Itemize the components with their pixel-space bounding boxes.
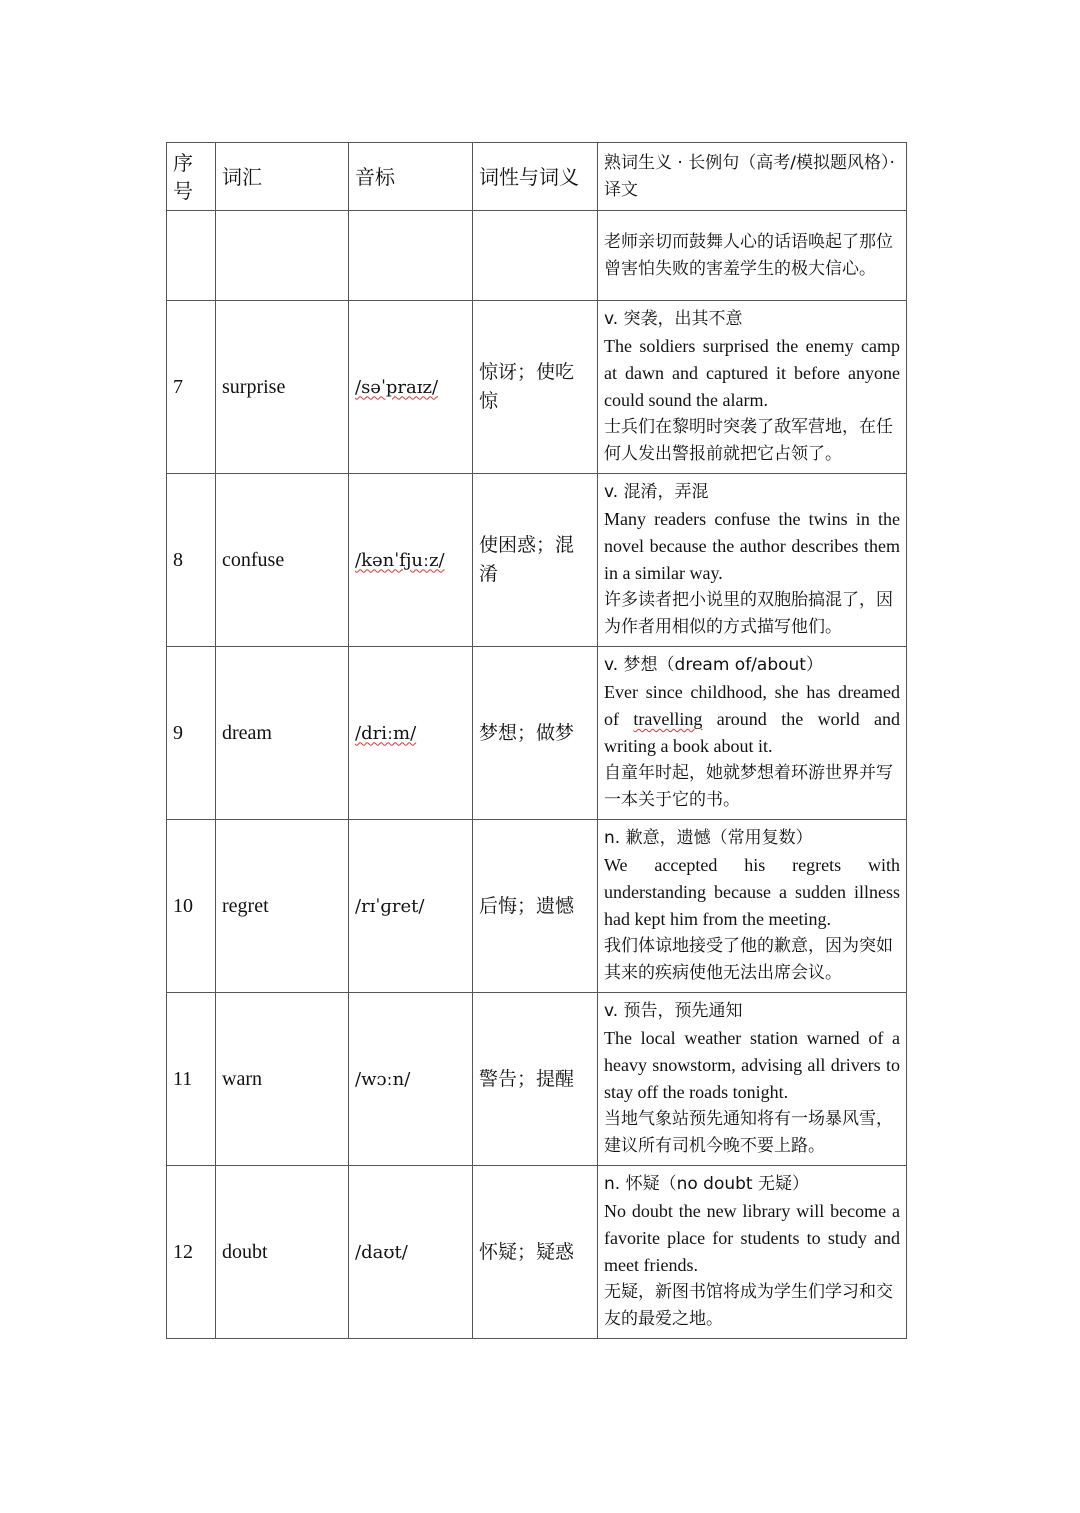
vocab-word: dream bbox=[216, 647, 349, 820]
header-no: 序号 bbox=[167, 143, 216, 211]
part-of-speech-meaning: 梦想；做梦 bbox=[473, 647, 598, 820]
example-sentence: The soldiers surprised the enemy camp at dawn and captured it before anyone could sound the alarm. bbox=[604, 336, 900, 410]
phonetic-text: /kənˈfjuːz/ bbox=[355, 549, 445, 571]
example-translation: 当地气象站预先通知将有一场暴风雪，建议所有司机今晚不要上路。 bbox=[604, 1109, 893, 1156]
part-of-speech-meaning: 惊讶；使吃惊 bbox=[473, 301, 598, 474]
example-sentence: Many readers confuse the twins in the novel because the author describes them in a similar way. bbox=[604, 509, 900, 583]
example-sentence bbox=[604, 679, 900, 760]
phonetic bbox=[349, 301, 473, 474]
vocab-word: confuse bbox=[216, 474, 349, 647]
vocab-word: surprise bbox=[216, 301, 349, 474]
example-cell bbox=[598, 820, 907, 993]
example-cell bbox=[598, 993, 907, 1166]
table-row-continuation bbox=[167, 211, 907, 301]
vocab-word: regret bbox=[216, 820, 349, 993]
new-sense: v. 突袭，出其不意 bbox=[604, 309, 743, 329]
row-number: 11 bbox=[167, 993, 216, 1166]
new-sense: v. 混淆，弄混 bbox=[604, 482, 709, 502]
vocabulary-table bbox=[166, 142, 907, 1339]
example-translation: 许多读者把小说里的双胞胎搞混了，因为作者用相似的方式描写他们。 bbox=[604, 590, 893, 637]
phonetic bbox=[349, 474, 473, 647]
phonetic bbox=[349, 993, 473, 1166]
table-row bbox=[167, 301, 907, 474]
empty-cell bbox=[473, 211, 598, 301]
part-of-speech-meaning: 后悔；遗憾 bbox=[473, 820, 598, 993]
example-translation: 我们体谅地接受了他的歉意，因为突如其来的疾病使他无法出席会议。 bbox=[604, 936, 893, 983]
new-sense: v. 梦想（dream of/about） bbox=[604, 655, 823, 675]
table-row bbox=[167, 1166, 907, 1339]
table-row bbox=[167, 647, 907, 820]
phonetic-text: /wɔːn/ bbox=[355, 1068, 411, 1090]
phonetic-text: /driːm/ bbox=[355, 722, 417, 744]
example-sentence: No doubt the new library will become a favorite place for students to study and meet friends. bbox=[604, 1201, 900, 1275]
example-translation: 士兵们在黎明时突袭了敌军营地，在任何人发出警报前就把它占领了。 bbox=[604, 417, 893, 464]
part-of-speech-meaning: 警告；提醒 bbox=[473, 993, 598, 1166]
phonetic bbox=[349, 820, 473, 993]
example-sentence: We accepted his regrets with understanding because a sudden illness had kept him from the meeting. bbox=[604, 855, 900, 929]
vocab-word: warn bbox=[216, 993, 349, 1166]
example-translation: 自童年时起，她就梦想着环游世界并写一本关于它的书。 bbox=[604, 763, 893, 810]
header-pos: 词性与词义 bbox=[473, 143, 598, 211]
table-row bbox=[167, 993, 907, 1166]
new-sense: n. 怀疑（no doubt 无疑） bbox=[604, 1174, 809, 1194]
empty-cell bbox=[167, 211, 216, 301]
row-number: 10 bbox=[167, 820, 216, 993]
example-translation: 老师亲切而鼓舞人心的话语唤起了那位曾害怕失败的害羞学生的极大信心。 bbox=[604, 231, 893, 279]
header-example: 熟词生义 · 长例句（高考/模拟题风格）· 译文 bbox=[598, 143, 907, 211]
phonetic-text: /səˈpraɪz/ bbox=[355, 376, 439, 398]
example-text-start: Ever since childhood, she has dreamed of bbox=[604, 682, 900, 729]
empty-cell bbox=[349, 211, 473, 301]
phonetic-text: /daʊt/ bbox=[355, 1241, 408, 1263]
table-row bbox=[167, 474, 907, 647]
row-number: 9 bbox=[167, 647, 216, 820]
example-cell bbox=[598, 647, 907, 820]
empty-cell bbox=[216, 211, 349, 301]
row-number: 7 bbox=[167, 301, 216, 474]
part-of-speech-meaning: 使困惑；混淆 bbox=[473, 474, 598, 647]
header-word: 词汇 bbox=[216, 143, 349, 211]
example-sentence: The local weather station warned of a heavy snowstorm, advising all drivers to stay off the roads tonight. bbox=[604, 1028, 900, 1102]
example-text-end: around the world and writing a book about it. bbox=[604, 709, 900, 756]
phonetic-text: /rɪˈɡret/ bbox=[355, 895, 425, 917]
row-number: 12 bbox=[167, 1166, 216, 1339]
phonetic bbox=[349, 1166, 473, 1339]
new-sense: v. 预告，预先通知 bbox=[604, 1001, 743, 1021]
new-sense: n. 歉意，遗憾（常用复数） bbox=[604, 828, 813, 848]
part-of-speech-meaning: 怀疑；疑惑 bbox=[473, 1166, 598, 1339]
vocab-word: doubt bbox=[216, 1166, 349, 1339]
example-cell bbox=[598, 474, 907, 647]
table-header-row bbox=[167, 143, 907, 211]
example-cell bbox=[598, 301, 907, 474]
example-translation: 无疑，新图书馆将成为学生们学习和交友的最爱之地。 bbox=[604, 1282, 893, 1329]
example-cell bbox=[598, 211, 907, 301]
row-number: 8 bbox=[167, 474, 216, 647]
example-cell bbox=[598, 1166, 907, 1339]
spellcheck-marked-word: travelling bbox=[633, 709, 703, 729]
header-ipa: 音标 bbox=[349, 143, 473, 211]
phonetic bbox=[349, 647, 473, 820]
table-row bbox=[167, 820, 907, 993]
